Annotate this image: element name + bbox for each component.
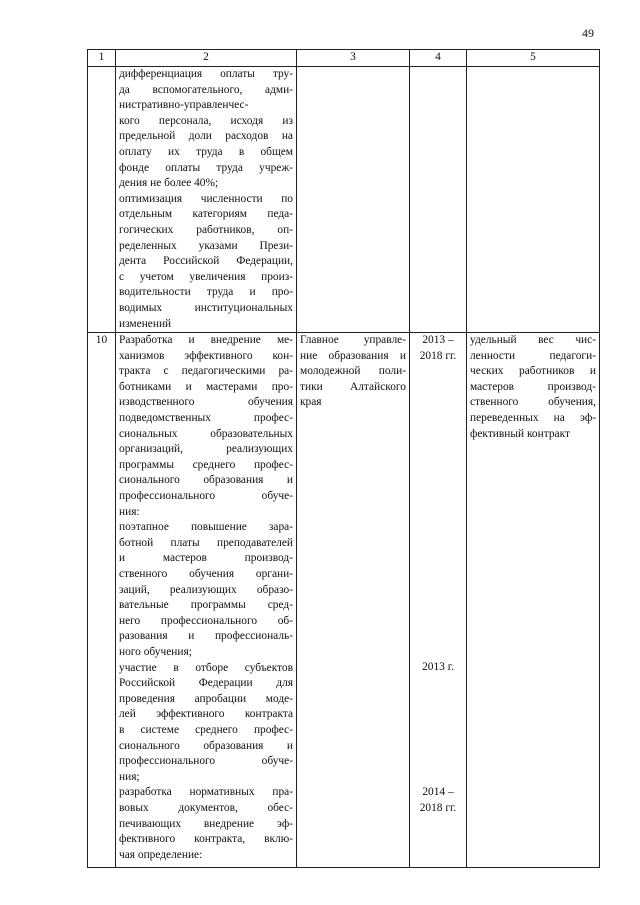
- text-line: ния;: [119, 770, 140, 783]
- text-line: гогических работников, оп-: [119, 223, 293, 236]
- responsible-cell: [297, 67, 410, 333]
- text-line: Разработка и внедрение ме-: [119, 334, 293, 347]
- text-line: профессионального обуче-: [119, 490, 293, 503]
- text-line: изменений: [119, 317, 172, 330]
- header-col-1: 1: [88, 50, 116, 67]
- measure-text: [119, 333, 293, 863]
- text-line: тракта с педагогическими ра-: [119, 365, 293, 378]
- text-line: края: [300, 396, 322, 409]
- responsible-text: [300, 333, 406, 411]
- text-line: ределенных указами Прези-: [119, 239, 293, 252]
- text-line: фективного контракта, вклю-: [119, 833, 293, 846]
- period-text: [410, 785, 466, 816]
- text-line: оплату их труда в общем: [119, 145, 293, 158]
- text-line: Российской Федерации для: [119, 677, 293, 690]
- text-line: водительности труда и про-: [119, 286, 293, 299]
- text-line: переведенных на эф-: [470, 412, 596, 425]
- text-line: дента Российской Федерации,: [119, 255, 293, 268]
- header-row: [88, 50, 600, 67]
- indicator-cell: [467, 333, 600, 868]
- text-line: вовых документов, обес-: [119, 801, 293, 814]
- text-line: ного обучения;: [119, 645, 192, 658]
- period-line: 2018 гг.: [419, 801, 457, 814]
- header-col-3: 3: [297, 50, 410, 67]
- text-line: предельной доли расходов на: [119, 130, 293, 143]
- text-line: сиональных образовательных: [119, 427, 293, 440]
- text-line: организаций, реализующих: [119, 443, 293, 456]
- text-line: ческих работников и: [470, 365, 596, 378]
- text-line: ботной платы преподавателей: [119, 536, 293, 549]
- text-line: ханизмов эффективного кон-: [119, 349, 293, 362]
- page-number: 49: [582, 26, 594, 40]
- period-cell: [410, 67, 467, 333]
- period-line: 2018 гг.: [419, 349, 457, 362]
- plan-table: [87, 49, 600, 868]
- text-line: с учетом увеличения произ-: [119, 270, 293, 283]
- text-line: дения не более 40%;: [119, 177, 219, 190]
- indicator-text: [470, 333, 596, 442]
- text-line: изводственного обучения: [119, 396, 293, 409]
- text-line: программы среднего профес-: [119, 458, 293, 471]
- text-line: ния:: [119, 505, 140, 518]
- text-line: печивающих внедрение эф-: [119, 817, 293, 830]
- text-line: профессионального обуче-: [119, 755, 293, 768]
- period-line: 2013 –: [422, 334, 454, 347]
- period-line: 2013 г.: [422, 661, 454, 674]
- text-line: отдельным категориям педа-: [119, 208, 293, 221]
- indicator-cell: [467, 67, 600, 333]
- text-line: ленности педагоги-: [470, 349, 596, 362]
- text-line: подведомственных профес-: [119, 412, 293, 425]
- text-line: Главное управле-: [300, 334, 406, 347]
- text-line: разования и профессиональ-: [119, 630, 293, 643]
- text-line: него профессионального об-: [119, 614, 293, 627]
- table-row-continuation: [88, 67, 600, 333]
- header-col-2: 2: [116, 50, 297, 67]
- text-line: молодежной поли-: [300, 365, 406, 378]
- text-line: нистративно-управленчес-: [119, 99, 249, 112]
- text-line: да вспомогательного, адми-: [119, 83, 293, 96]
- text-line: лей эффективного контракта: [119, 708, 293, 721]
- row-number-cell: 10: [88, 333, 116, 868]
- table-row-10: [88, 333, 600, 868]
- row-number-cell: [88, 67, 116, 333]
- period-cell: [410, 333, 467, 868]
- text-line: в системе среднего профес-: [119, 723, 293, 736]
- text-line: кого персонала, исходя из: [119, 114, 293, 127]
- period-text: [410, 660, 466, 676]
- text-line: оптимизация численности по: [119, 192, 293, 205]
- header-col-4: 4: [410, 50, 467, 67]
- header-col-5: 5: [467, 50, 600, 67]
- text-line: дифференциация оплаты тру-: [119, 68, 293, 80]
- text-line: разработка нормативных пра-: [119, 786, 293, 799]
- text-line: тики Алтайского: [300, 380, 406, 393]
- text-line: чая определение:: [119, 848, 203, 861]
- measure-text-cell: [116, 67, 297, 333]
- text-line: поэтапное повышение зара-: [119, 521, 293, 534]
- text-line: ственного обучения органи-: [119, 568, 293, 580]
- measure-text-cell: [116, 333, 297, 868]
- text-line: ботниками и мастерами про-: [119, 380, 293, 393]
- text-line: водимых институциональных: [119, 301, 293, 314]
- text-line: сионального образования и: [119, 739, 293, 752]
- text-line: фонде оплаты труда учреж-: [119, 161, 293, 174]
- text-line: ние образования и: [300, 349, 406, 362]
- text-line: мастеров производ-: [470, 380, 596, 393]
- text-line: вательные программы сред-: [119, 599, 293, 612]
- text-line: участие в отборе субъектов: [119, 661, 293, 674]
- period-line: 2014 –: [422, 786, 454, 799]
- text-line: фективный контракт: [470, 427, 570, 440]
- measure-text: [119, 67, 293, 332]
- text-line: удельный вес чис-: [470, 334, 596, 347]
- responsible-cell: [297, 333, 410, 868]
- text-line: ственного обучения,: [470, 396, 596, 409]
- text-line: и мастеров производ-: [119, 552, 293, 565]
- period-text: [410, 333, 466, 364]
- text-line: сионального образования и: [119, 474, 293, 487]
- text-line: проведения апробации моде-: [119, 692, 293, 705]
- text-line: заций, реализующих образо-: [119, 583, 293, 596]
